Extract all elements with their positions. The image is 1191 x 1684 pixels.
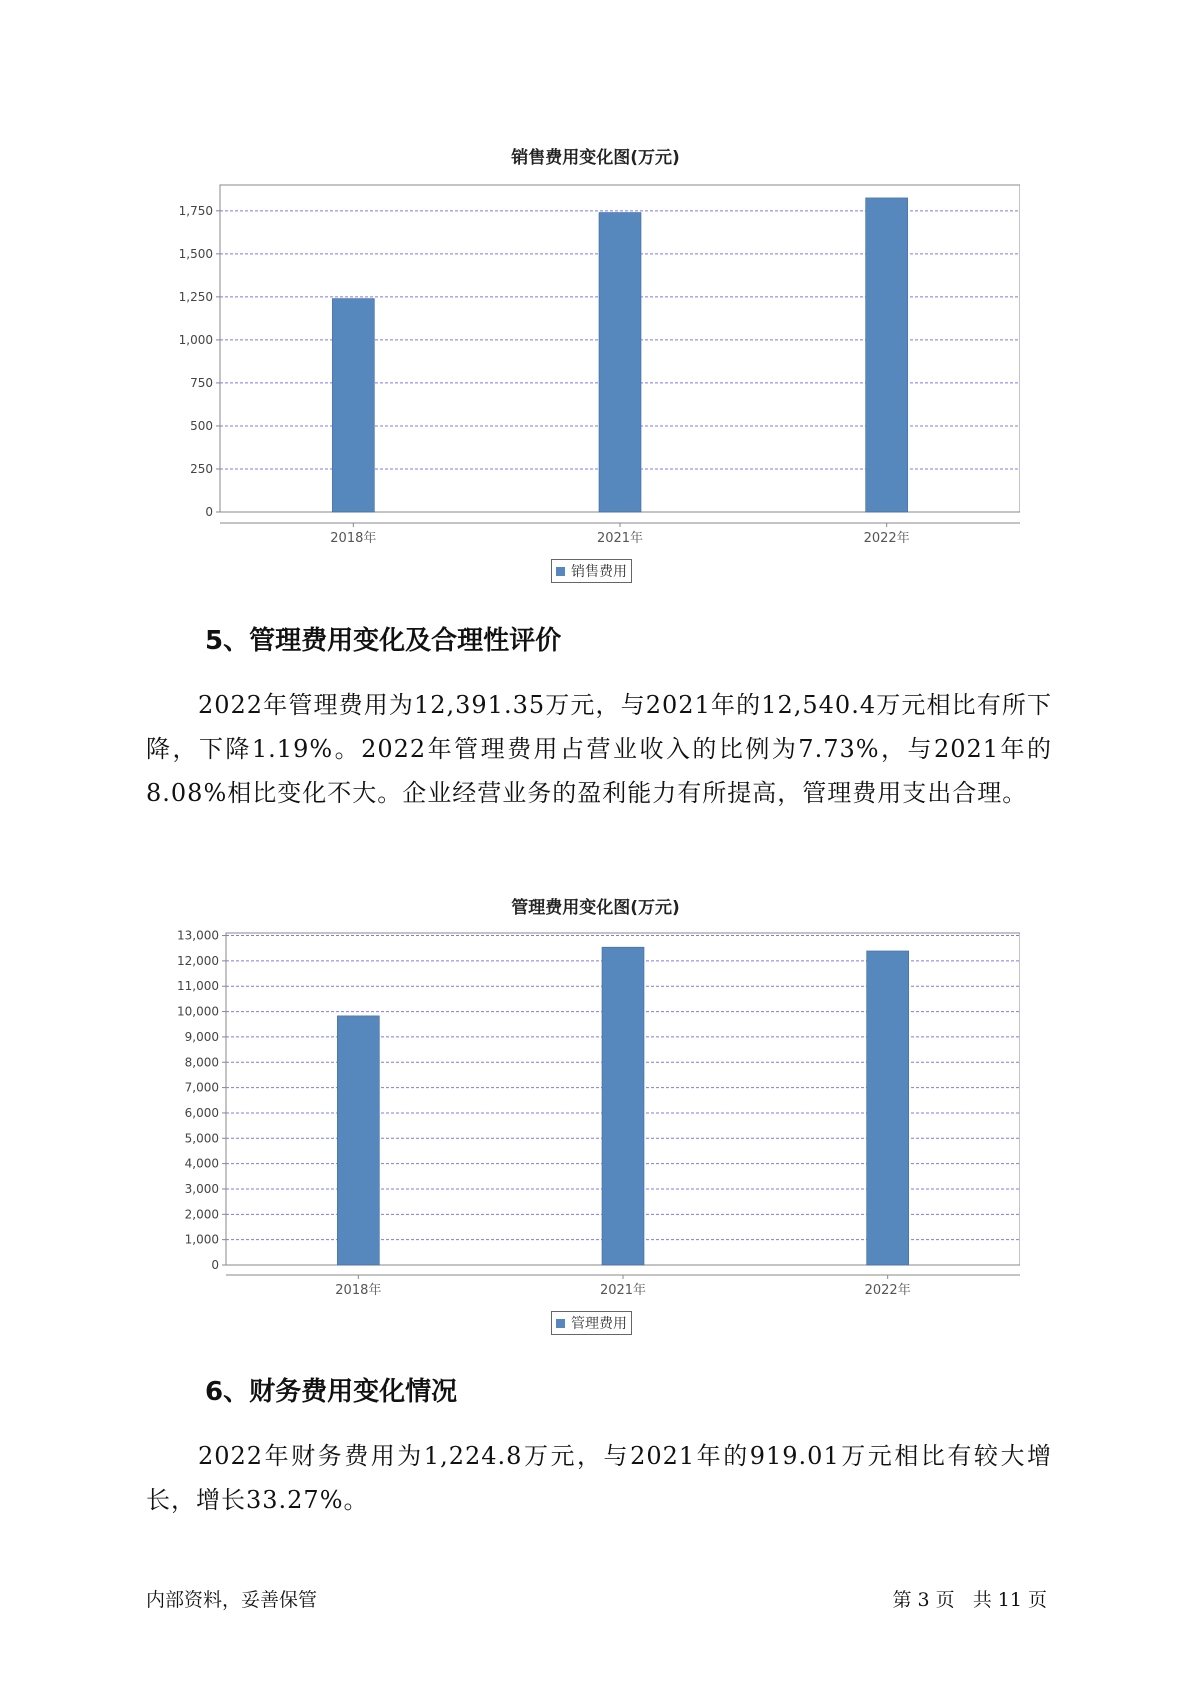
chart-title-admin: 管理费用变化图(万元) <box>511 898 680 918</box>
bar <box>337 1016 379 1265</box>
y-tick-label: 1,500 <box>178 246 213 261</box>
footer-confidential-note: 内部资料，妥善保管 <box>146 1589 318 1611</box>
bar <box>867 951 909 1265</box>
y-tick-label: 250 <box>190 461 213 476</box>
y-tick-label: 8,000 <box>184 1055 219 1070</box>
y-tick-label: 0 <box>205 505 213 519</box>
bar <box>866 198 908 512</box>
y-tick-label: 1,000 <box>184 1232 219 1247</box>
y-tick-label: 5,000 <box>184 1131 219 1146</box>
bar <box>332 299 374 512</box>
footer-page-number: 第 3 页 共 11 页 <box>892 1589 1047 1611</box>
sales-expense-bar-chart <box>160 180 1020 560</box>
x-tick-label: 2022年 <box>863 531 910 546</box>
section-heading-6: 6、财务费用变化情况 <box>205 1377 458 1407</box>
y-tick-label: 1,750 <box>178 203 213 218</box>
y-tick-label: 3,000 <box>184 1181 219 1196</box>
legend-swatch <box>556 1319 565 1328</box>
y-tick-label: 13,000 <box>177 928 219 943</box>
section-heading-5: 5、管理费用变化及合理性评价 <box>205 626 562 656</box>
x-tick-label: 2018年 <box>335 1283 382 1298</box>
bar <box>602 947 644 1265</box>
section-paragraph-6: 2022年财务费用为1,224.8万元，与2021年的919.01万元相比有较大增长，增长33.27%。 <box>146 1442 1052 1514</box>
y-tick-label: 6,000 <box>184 1105 219 1120</box>
section-paragraph-5: 2022年管理费用为12,391.35万元，与2021年的12,540.4万元相比有所下降，下降1.19%。2022年管理费用占营业收入的比例为7.73%，与2021年的8.08%相比变化不大。企业经营业务的盈利能力有所提高，管理费用支出合理。 <box>146 691 1052 807</box>
y-tick-label: 9,000 <box>184 1029 219 1044</box>
admin-expense-bar-chart <box>160 928 1020 1308</box>
y-tick-label: 10,000 <box>177 1004 219 1019</box>
legend-swatch <box>556 567 565 576</box>
x-tick-label: 2018年 <box>330 531 377 546</box>
y-tick-label: 11,000 <box>177 979 219 994</box>
y-tick-label: 0 <box>211 1258 219 1272</box>
y-tick-label: 750 <box>190 375 213 390</box>
chart-legend-admin <box>551 1311 632 1335</box>
y-tick-label: 4,000 <box>184 1156 219 1171</box>
y-tick-label: 7,000 <box>184 1080 219 1095</box>
legend-label: 销售费用 <box>571 564 627 580</box>
y-tick-label: 500 <box>190 418 213 433</box>
bar <box>599 213 641 512</box>
y-tick-label: 1,250 <box>178 289 213 304</box>
x-tick-label: 2022年 <box>864 1283 911 1298</box>
legend-label: 管理费用 <box>571 1316 627 1332</box>
x-tick-label: 2021年 <box>596 531 644 546</box>
y-tick-label: 1,000 <box>178 332 213 347</box>
chart-legend-sales <box>551 559 632 583</box>
y-tick-label: 12,000 <box>177 953 219 968</box>
y-tick-label: 2,000 <box>184 1207 219 1222</box>
x-tick-label: 2021年 <box>599 1283 647 1298</box>
chart-title-sales: 销售费用变化图(万元) <box>511 148 680 168</box>
